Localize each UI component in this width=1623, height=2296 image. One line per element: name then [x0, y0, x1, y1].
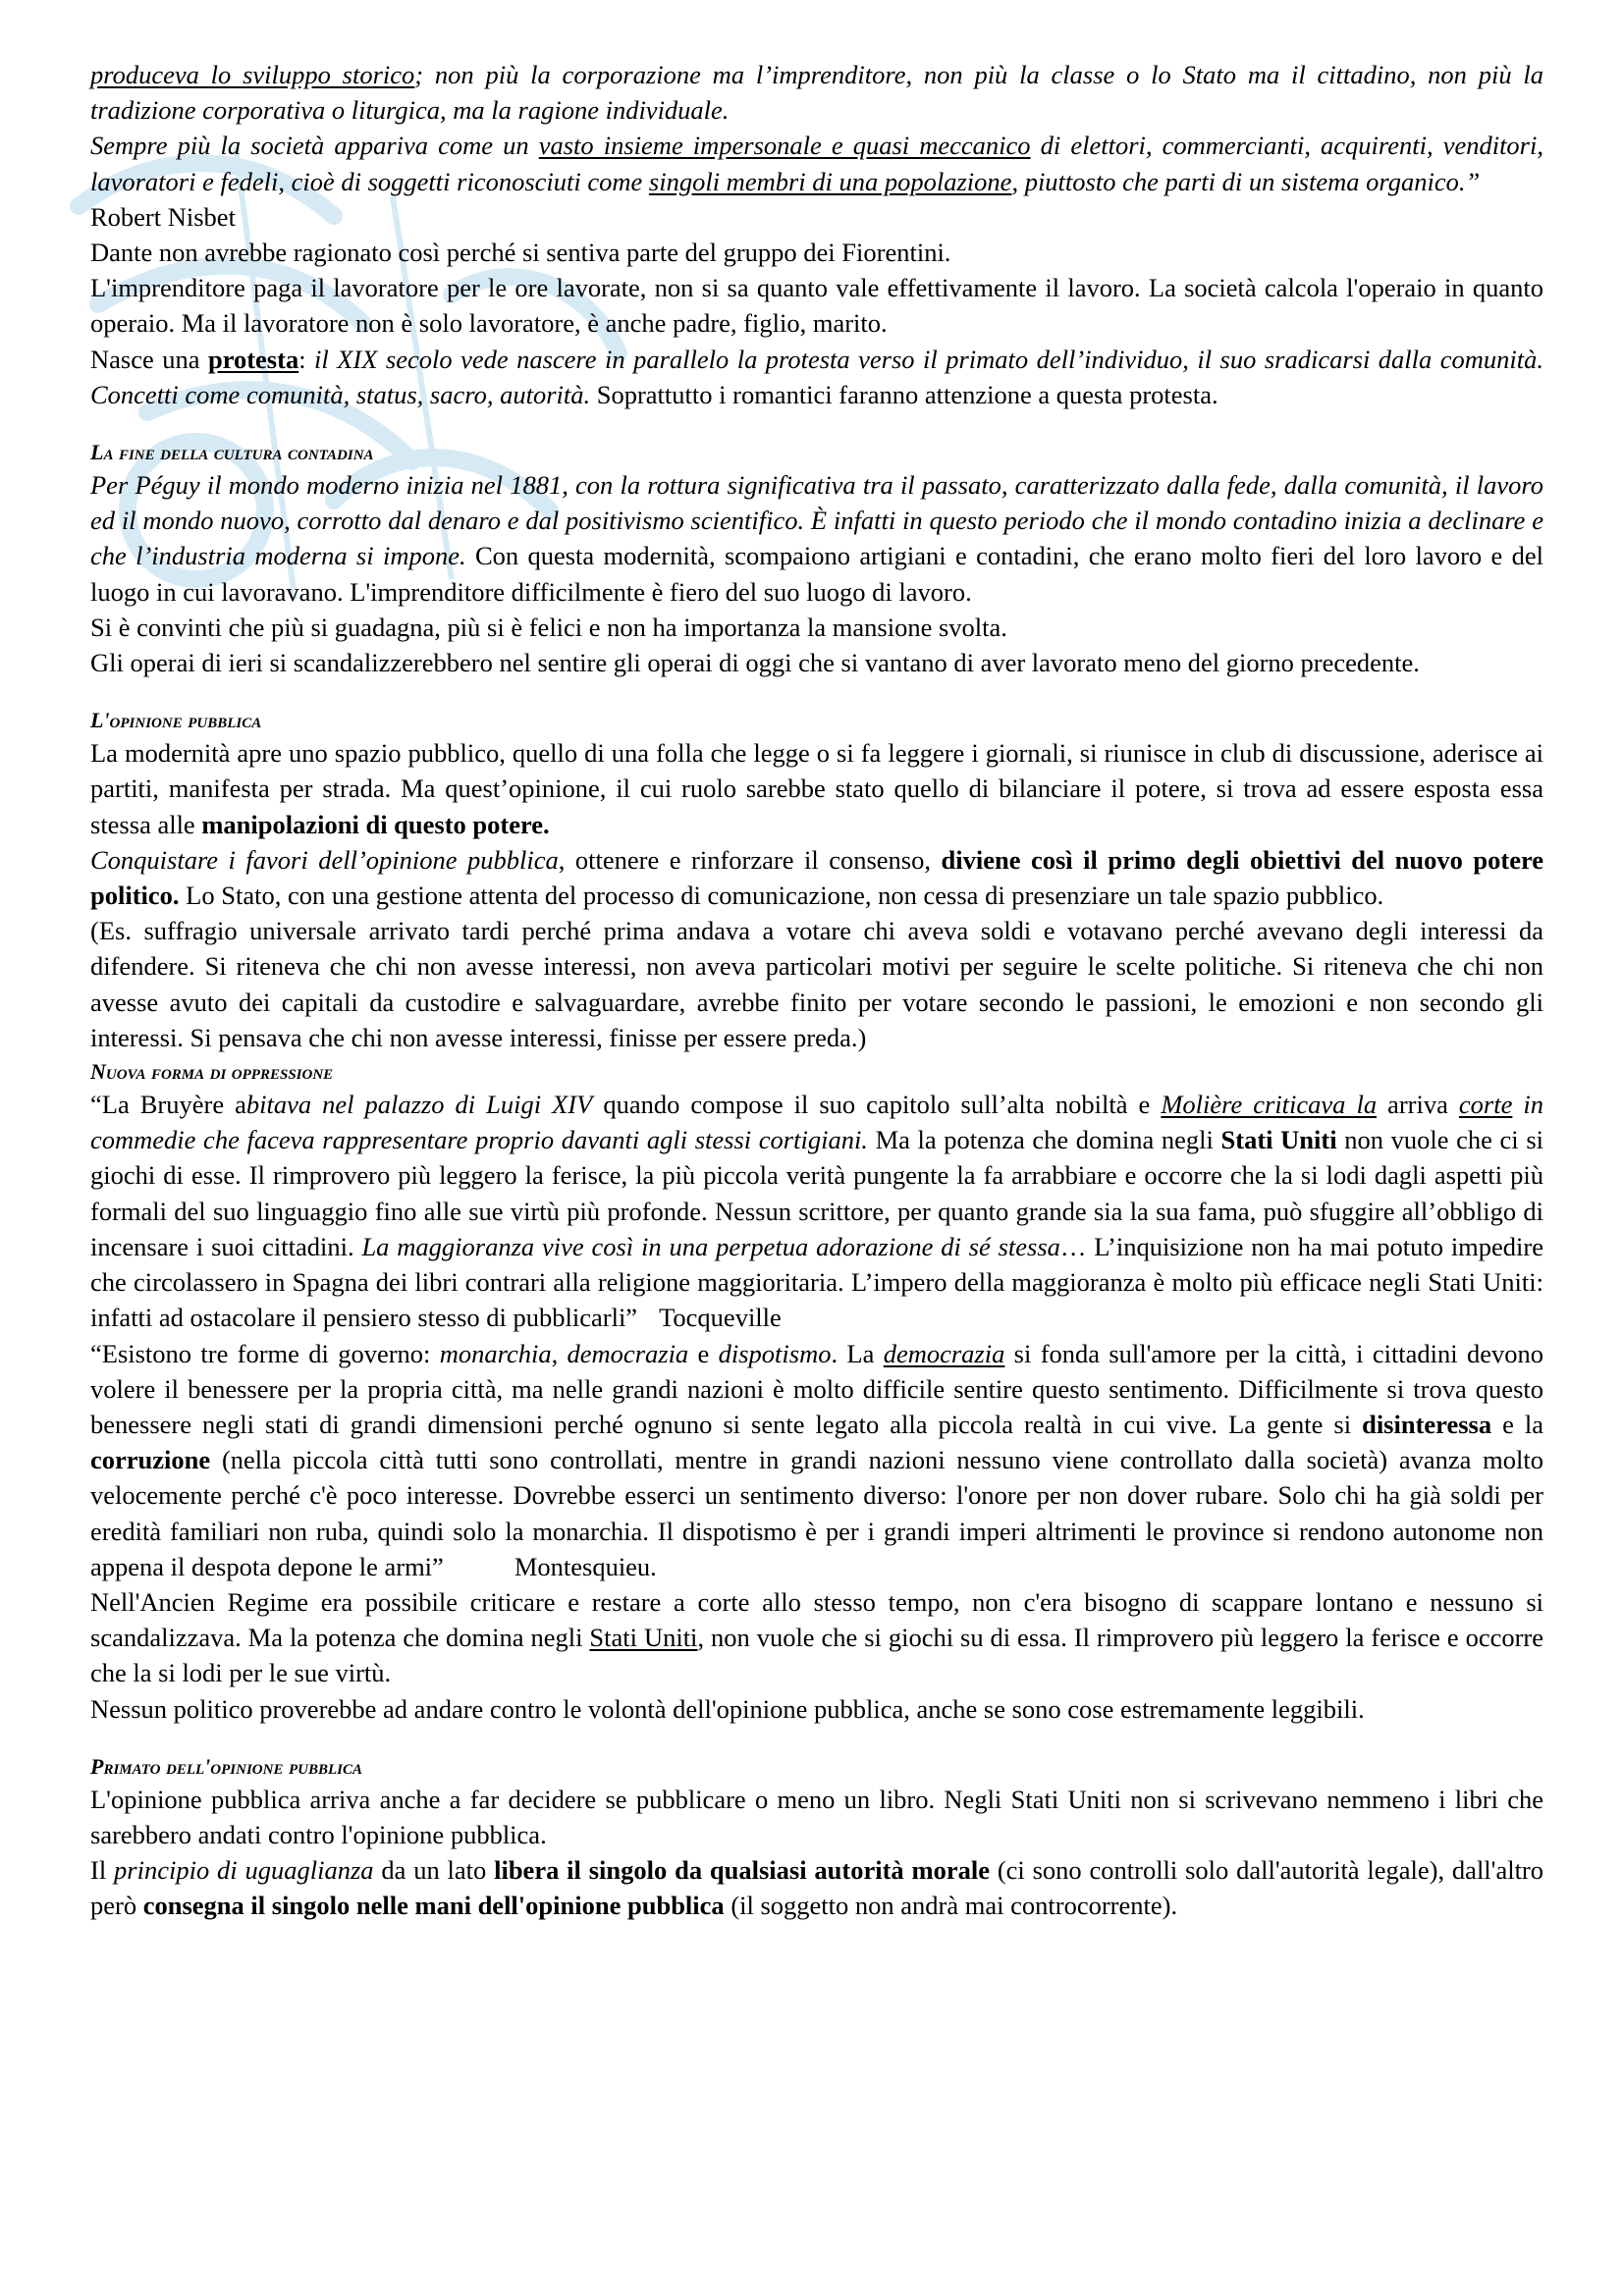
paragraph-politico: Nessun politico proverebbe ad andare contro le volontà dell'opinione pubblica, anche se sono cose estremamente leggibili.: [90, 1693, 1365, 1724]
paragraph-operai: Gli operai di ieri si scandalizzerebbero nel sentire gli operai di oggi che si vantano di aver lavorato meno del giorno precedente.: [90, 648, 1420, 678]
document-body: [90, 57, 1543, 1924]
paragraph-suffragio: (Es. suffragio universale arrivato tardi perché prima andava a votare chi aveva soldi e votavano perché avevano degli interessi da difendere. Si riteneva che chi non avesse interessi, non aveva particolari motivi per seguire le scelte politiche. Si riteneva che chi non avesse avuto dei capitali da custodire e salvaguardare, avrebbe finito per votare secondo le passioni, le emozioni e non secondo gli interessi. Si pensava che chi non avesse interessi, finisse per essere preda.): [90, 916, 1543, 1052]
section-heading-fine-cultura-contadina: La fine della cultura contadina: [90, 440, 374, 465]
section-heading-opinione-pubblica: L'opinione pubblica: [90, 708, 262, 733]
paragraph-protesta: Nasce una protesta: il XIX secolo vede nascere in parallelo la protesta verso il primato dell’individuo, il suo sradicarsi dalla comunità. Concetti come comunità, status, sacro, autorità. Soprattutto i romantici faranno attenzione a questa protesta.: [90, 344, 1543, 409]
paragraph-ancien-regime: Nell'Ancien Regime era possibile criticare e restare a corte allo stesso tempo, non c'era bisogno di scappare lontano e nessuno si scandalizzava. Ma la potenza che domina negli Stati Uniti, non vuole che si giochi su di essa. Il rimprovero più leggero la ferisce e occorre che la si lodi per le sue virtù.: [90, 1586, 1543, 1688]
paragraph-consenso: Conquistare i favori dell’opinione pubblica, ottenere e rinforzare il consenso, diviene così il primo degli obiettivi del nuovo potere politico. Lo Stato, con una gestione attenta del processo di comunicazione, non cessa di presenziare un tale spazio pubblico.: [90, 844, 1544, 911]
paragraph-guadagno: Si è convinti che più si guadagna, più si è felici e non ha importanza la mansione svolta.: [90, 612, 1007, 642]
paragraph-dante: Dante non avrebbe ragionato così perché si sentiva parte del gruppo dei Fiorentini.: [90, 238, 951, 268]
paragraph-peguy: Per Péguy il mondo moderno inizia nel 1881, con la rottura significativa tra il passato, caratterizzato dalla fede, dalla comunità, il lavoro ed il mondo nuovo, corrotto dal denaro e dal positivismo scientifico. È infatti in questo periodo che il mondo contadino inizia a declinare e che l’industria moderna si impone. Con questa modernità, scompaiono artigiani e contadini, che erano molto fieri del loro lavoro e del luogo in cui lavoravano. L'imprenditore difficilmente è fiero del suo luogo di lavoro.: [90, 470, 1543, 607]
paragraph-uguaglianza: Il principio di uguaglianza da un lato libera il singolo da qualsiasi autorità morale (ci sono controlli solo dall'autorità legale), dall'altro però consegna il singolo nelle mani dell'opinione pubblica (il soggetto non andrà mai controcorrente).: [90, 1855, 1544, 1921]
paragraph-montesquieu-quote: “Esistono tre forme di governo: monarchia, democrazia e dispotismo. La democrazia si fonda sull'amore per la città, i cittadini devono volere il benessere per la propria città, ma nelle grandi nazioni è molto difficile sentire questo sentimento. Difficilmente si trova questo benessere negli stati di grandi dimensioni perché ognuno si sente legato alla piccola realtà in cui vive. La gente si disinteressa e la corruzione (nella piccola città tutti sono controllati, mentre in grandi nazioni nessuno viene controllato dalla società) avanza molto velocemente perché c'è poco interesse. Dovrebbe esserci un sentimento diverso: l'onore per non dover rubare. Solo chi ha già soldi per eredità familiari non ruba, quindi solo la monarchia. Il dispotismo è per i grandi imperi altrimenti le province si rendono autonome non appena il despota depone le armi” Montesquieu.: [90, 1338, 1543, 1581]
paragraph-imprenditore: L'imprenditore paga il lavoratore per le ore lavorate, non si sa quanto vale effettivamente il lavoro. La società calcola l'operaio in quanto operaio. Ma il lavoratore non è solo lavoratore, è anche padre, figlio, marito.: [90, 273, 1543, 339]
paragraph-1: produceva lo sviluppo storico; non più la corporazione ma l’imprenditore, non più la classe o lo Stato ma il cittadino, non più la tradizione corporativa o liturgica, ma la ragione individuale.: [90, 60, 1543, 126]
paragraph-pubblicare-libro: L'opinione pubblica arriva anche a far decidere se pubblicare o meno un libro. Negli Stati Uniti non si scrivevano nemmeno i libri che sarebbero andati contro l'opinione pubblica.: [90, 1784, 1543, 1849]
citation-tocqueville: Tocqueville: [659, 1303, 782, 1333]
paragraph-2: Sempre più la società appariva come un vasto insieme impersonale e quasi meccanico di elettori, commercianti, acquirenti, venditori, lavoratori e fedeli, cioè di soggetti riconosciuti come singoli membri di una popolazione, piuttosto che parti di un sistema organico.”: [90, 131, 1543, 196]
paragraph-tocqueville-quote: “La Bruyère abitava nel palazzo di Luigi XIV quando compose il suo capitolo sull’alta nobiltà e Molière criticava la arriva corte in commedie che faceva rappresentare proprio davanti agli stessi cortigiani. Ma la potenza che domina negli Stati Uniti non vuole che ci si giochi di esse. Il rimprovero più leggero la ferisce, la più piccola verità pungente la fa arrabbiare e occorre che la si lodi dagli aspetti più formali del suo linguaggio fino alle sue virtù più profonde. Nessun scrittore, per quanto grande sia la sua fama, può sfuggire all’obbligo di incensare i suoi cittadini. La maggioranza vive così in una perpetua adorazione di sé stessa… L’inquisizione non ha mai potuto impedire che circolassero in Spagna dei libri contrari alla religione maggioritaria. L’impero della maggioranza è molto più efficace negli Stati Uniti: infatti ad ostacolare il pensiero stesso di pubblicarli” Tocqueville: [90, 1090, 1544, 1333]
citation-montesquieu: Montesquieu.: [514, 1551, 657, 1581]
section-heading-nuova-oppressione: Nuova forma di oppressione: [90, 1059, 334, 1085]
citation-author: Robert Nisbet: [90, 201, 236, 232]
section-heading-primato-opinione: Primato dell'opinione pubblica: [90, 1753, 362, 1779]
paragraph-spazio-pubblico: La modernità apre uno spazio pubblico, quello di una folla che legge o si fa leggere i giornali, si riunisce in club di discussione, aderisce ai partiti, manifesta per strada. Ma quest’opinione, il cui ruolo sarebbe stato quello di bilanciare il potere, si trova ad essere esposta essa stessa alle manipolazioni di questo potere.: [90, 738, 1543, 839]
